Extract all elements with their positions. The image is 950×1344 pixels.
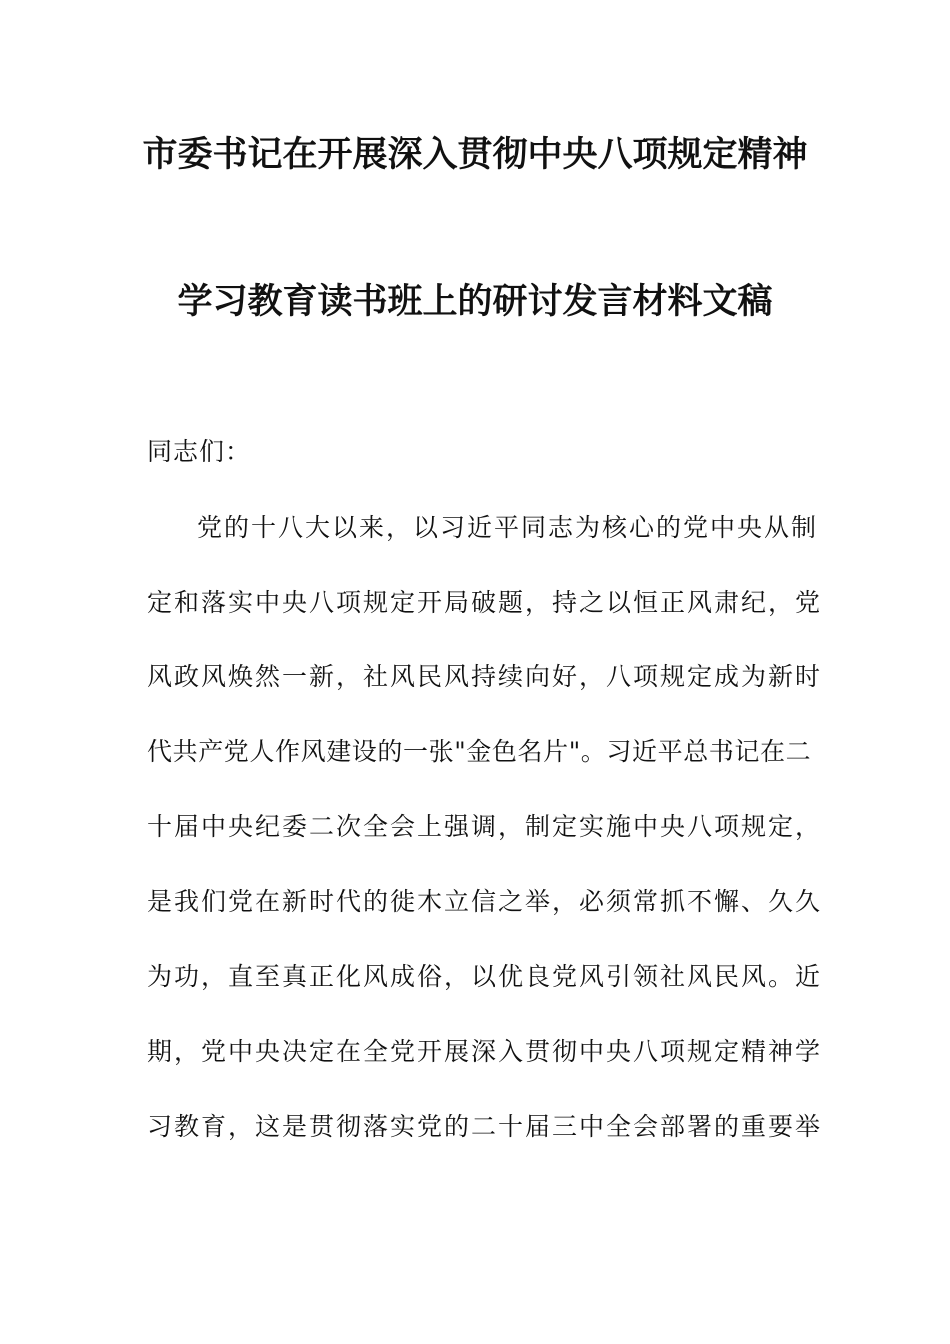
paragraph-line: 是我们党在新时代的徙木立信之举，必须常抓不懈、久久 <box>147 887 823 916</box>
document-title-line-1: 市委书记在开展深入贯彻中央八项规定精神 <box>142 135 808 175</box>
paragraph-line: 为功，直至真正化风成俗，以优良党风引领社风民风。近 <box>147 962 823 991</box>
paragraph-line: 风政风焕然一新，社风民风持续向好，八项规定成为新时 <box>147 662 823 691</box>
paragraph-line: 习教育，这是贯彻落实党的二十届三中全会部署的重要举 <box>147 1112 823 1141</box>
document-title-line-2: 学习教育读书班上的研讨发言材料文稿 <box>177 282 773 322</box>
greeting: 同志们： <box>147 437 252 466</box>
paragraph-line: 代共产党人作风建设的一张"金色名片"。习近平总书记在二 <box>147 737 812 766</box>
paragraph-line: 十届中央纪委二次全会上强调，制定实施中央八项规定， <box>147 812 823 841</box>
paragraph-line: 党的十八大以来，以习近平同志为核心的党中央从制 <box>197 513 819 542</box>
paragraph-line: 定和落实中央八项规定开局破题，持之以恒正风肃纪，党 <box>147 588 823 617</box>
paragraph-line: 期，党中央决定在全党开展深入贯彻中央八项规定精神学 <box>147 1037 823 1066</box>
